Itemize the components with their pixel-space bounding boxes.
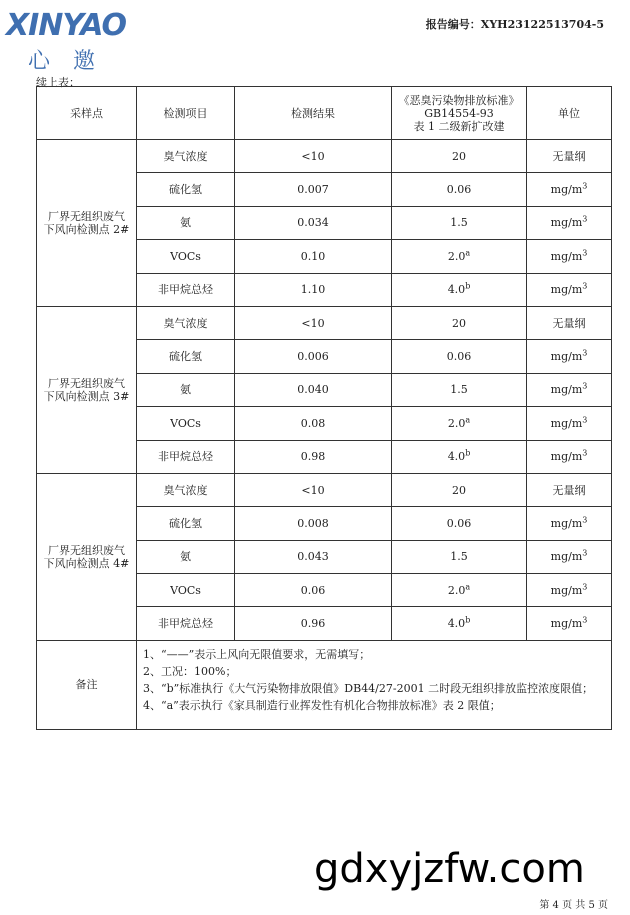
table-row bbox=[37, 473, 612, 506]
standard-cell: 4.0$^b$ bbox=[392, 607, 527, 640]
results-table bbox=[36, 86, 612, 730]
result-cell: 0.040 bbox=[235, 373, 392, 406]
company-logo: XINYAO bbox=[6, 8, 127, 43]
unit-cell: $mg/m^3$ bbox=[527, 373, 612, 406]
item-cell: VOCs bbox=[137, 574, 235, 607]
item-cell: 硫化氢 bbox=[137, 173, 235, 206]
standard-cell: 2.0$^a$ bbox=[392, 407, 527, 440]
item-cell: 氨 bbox=[137, 540, 235, 573]
unit-cell: $mg/m^3$ bbox=[527, 273, 612, 306]
item-cell: 硫化氢 bbox=[137, 507, 235, 540]
standard-cell: 1.5 bbox=[392, 373, 527, 406]
result-cell: 0.034 bbox=[235, 206, 392, 239]
header-standard: 《恶臭污染物排放标准》 GB14554-93 表 1 二级新扩改建 bbox=[392, 87, 527, 140]
standard-cell: 20 bbox=[392, 306, 527, 339]
item-cell: VOCs bbox=[137, 407, 235, 440]
notes-label: 备注 bbox=[37, 640, 137, 729]
unit-cell: $mg/m^3$ bbox=[527, 340, 612, 373]
report-number: 报告编号：XYH23122513704-5 bbox=[425, 18, 604, 31]
notes-cell bbox=[137, 640, 612, 729]
sampling-point: 厂界无组织废气 下风向检测点 3# bbox=[37, 306, 137, 473]
note-line: 2、工况：100%； bbox=[143, 664, 237, 678]
notes-row bbox=[37, 640, 612, 729]
standard-cell: 0.06 bbox=[392, 507, 527, 540]
unit-cell: $mg/m^3$ bbox=[527, 540, 612, 573]
table-header-row bbox=[37, 87, 612, 140]
item-cell: 硫化氢 bbox=[137, 340, 235, 373]
sampling-point: 厂界无组织废气 下风向检测点 2# bbox=[37, 140, 137, 307]
unit-cell: $mg/m^3$ bbox=[527, 407, 612, 440]
result-cell: <10 bbox=[235, 306, 392, 339]
unit-cell: 无量纲 bbox=[527, 306, 612, 339]
table-row bbox=[37, 140, 612, 173]
unit-cell: $mg/m^3$ bbox=[527, 574, 612, 607]
result-cell: 0.008 bbox=[235, 507, 392, 540]
page-number: 第 4 页 共 5 页 bbox=[539, 900, 608, 911]
item-cell: 非甲烷总烃 bbox=[137, 273, 235, 306]
item-cell: 臭气浓度 bbox=[137, 473, 235, 506]
continued-label: 续上表： bbox=[36, 76, 80, 89]
item-cell: VOCs bbox=[137, 240, 235, 273]
unit-cell: $mg/m^3$ bbox=[527, 440, 612, 473]
standard-cell: 1.5 bbox=[392, 540, 527, 573]
header-result: 检测结果 bbox=[235, 87, 392, 140]
item-cell: 非甲烷总烃 bbox=[137, 440, 235, 473]
note-line: 1、“——”表示上风向无限值要求，无需填写； bbox=[143, 647, 371, 661]
standard-cell: 20 bbox=[392, 140, 527, 173]
unit-cell: $mg/m^3$ bbox=[527, 240, 612, 273]
result-cell: 0.08 bbox=[235, 407, 392, 440]
item-cell: 臭气浓度 bbox=[137, 306, 235, 339]
result-cell: 0.98 bbox=[235, 440, 392, 473]
note-line: 4、“a”表示执行《家具制造行业挥发性有机化合物排放标准》表 2 限值； bbox=[143, 698, 501, 712]
item-cell: 氨 bbox=[137, 206, 235, 239]
standard-cell: 2.0$^a$ bbox=[392, 240, 527, 273]
result-cell: 0.96 bbox=[235, 607, 392, 640]
standard-cell: 0.06 bbox=[392, 340, 527, 373]
result-cell: 0.10 bbox=[235, 240, 392, 273]
result-cell: <10 bbox=[235, 140, 392, 173]
unit-cell: $mg/m^3$ bbox=[527, 173, 612, 206]
result-cell: 0.006 bbox=[235, 340, 392, 373]
standard-cell: 0.06 bbox=[392, 173, 527, 206]
unit-cell: $mg/m^3$ bbox=[527, 507, 612, 540]
header-point: 采样点 bbox=[37, 87, 137, 140]
unit-cell: 无量纲 bbox=[527, 140, 612, 173]
standard-cell: 1.5 bbox=[392, 206, 527, 239]
standard-cell: 20 bbox=[392, 473, 527, 506]
item-cell: 非甲烷总烃 bbox=[137, 607, 235, 640]
standard-cell: 4.0$^b$ bbox=[392, 273, 527, 306]
table-row bbox=[37, 306, 612, 339]
result-cell: 0.06 bbox=[235, 574, 392, 607]
result-cell: <10 bbox=[235, 473, 392, 506]
standard-cell: 2.0$^a$ bbox=[392, 574, 527, 607]
item-cell: 氨 bbox=[137, 373, 235, 406]
result-cell: 1.10 bbox=[235, 273, 392, 306]
item-cell: 臭气浓度 bbox=[137, 140, 235, 173]
unit-cell: $mg/m^3$ bbox=[527, 206, 612, 239]
note-line: 3、“b”标准执行《大气污染物排放限值》DB44/27-2001 二时段无组织排放监控浓度限值； bbox=[143, 681, 594, 695]
header-item: 检测项目 bbox=[137, 87, 235, 140]
standard-cell: 4.0$^b$ bbox=[392, 440, 527, 473]
header-unit: 单位 bbox=[527, 87, 612, 140]
unit-cell: $mg/m^3$ bbox=[527, 607, 612, 640]
company-logo-cn: 心 邀 bbox=[28, 49, 103, 74]
unit-cell: 无量纲 bbox=[527, 473, 612, 506]
sampling-point: 厂界无组织废气 下风向检测点 4# bbox=[37, 473, 137, 640]
site-watermark: gdxyjzfw.com bbox=[314, 846, 585, 892]
result-cell: 0.043 bbox=[235, 540, 392, 573]
result-cell: 0.007 bbox=[235, 173, 392, 206]
